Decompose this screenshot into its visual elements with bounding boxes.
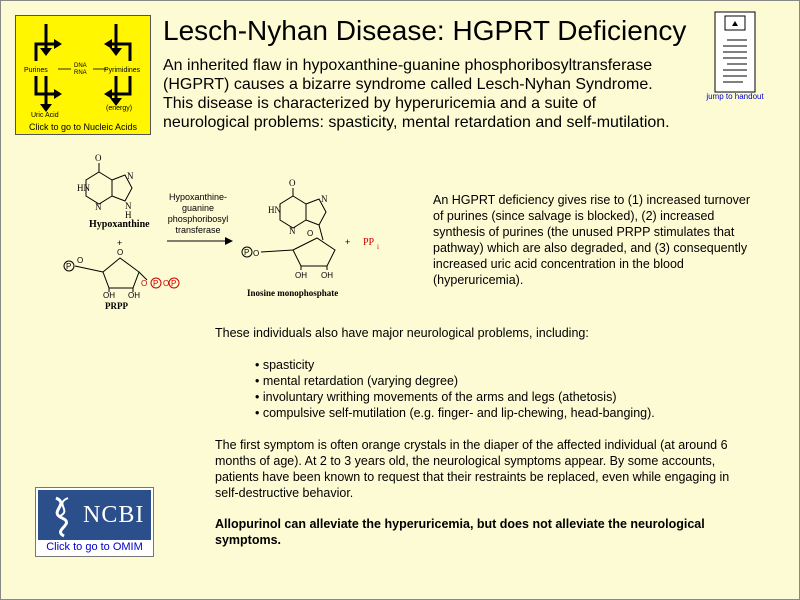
neurological-intro: These individuals also have major neurological problems, including:	[215, 326, 589, 340]
svg-text:O: O	[141, 279, 148, 288]
omim-link[interactable]: Click to go to OMIM	[46, 541, 143, 553]
pyrimidines-label: Pyrimidines	[104, 67, 141, 74]
svg-text:H: H	[125, 210, 132, 220]
handout-link[interactable]: jump to handout	[706, 92, 764, 101]
svg-text:O: O	[253, 249, 260, 258]
nav-caption: Click to go to Nucleic Acids	[28, 122, 138, 132]
enzyme-label-4: transferase	[175, 225, 221, 235]
svg-text:O: O	[95, 153, 102, 163]
pyrophosphate-subscript: i	[377, 243, 379, 251]
nucleic-acids-diagram	[16, 16, 150, 134]
arrow-loop-right-down	[110, 76, 130, 94]
purines-label: Purines	[24, 67, 48, 74]
svg-text:N: N	[127, 171, 134, 181]
pyrophosphate-label: PP	[363, 237, 375, 248]
handout-button[interactable]	[705, 10, 765, 100]
svg-text:N: N	[321, 194, 328, 204]
svg-text:OH: OH	[103, 291, 115, 300]
svg-text:P: P	[171, 279, 177, 288]
svg-text:O: O	[117, 248, 124, 257]
enzyme-label-3: phosphoribosyl	[167, 214, 229, 224]
rna-label: RNA	[74, 70, 87, 76]
hypoxanthine-structure	[86, 163, 132, 204]
svg-text:N: N	[95, 202, 102, 212]
svg-text:HN: HN	[268, 205, 281, 215]
svg-text:P: P	[153, 279, 159, 288]
first-symptom-paragraph: The first symptom is often orange crystals in the diaper of the affected individual (at around 6 months of age). At 2 to 3 years old, the neurological symptoms appear. By some accounts, patients have been known to request that their restraints be replaced, even while engaging in self-destructive behavior.	[215, 438, 730, 500]
svg-text:P: P	[66, 262, 72, 271]
nucleic-acids-nav-button[interactable]	[15, 15, 151, 135]
svg-text:HN: HN	[77, 183, 90, 193]
svg-text:O: O	[307, 229, 314, 238]
imp-label: Inosine monophosphate	[247, 288, 339, 298]
svg-text:P: P	[244, 248, 250, 257]
enzyme-label-2: guanine	[181, 203, 215, 213]
hgprt-reaction-diagram	[55, 150, 425, 310]
ncbi-logo	[38, 490, 151, 540]
svg-text:OH: OH	[321, 271, 333, 280]
plus-sign-2: +	[345, 237, 351, 247]
svg-text:N: N	[125, 201, 132, 211]
arrow-loop-right-up	[110, 44, 130, 61]
hypoxanthine-label: Hypoxanthine	[89, 219, 150, 230]
svg-text:O: O	[289, 178, 296, 188]
list-item: • compulsive self-mutilation (e.g. finger- and lip-chewing, head-banging).	[255, 405, 655, 421]
svg-text:O: O	[163, 279, 170, 288]
ncbi-logo-text: NCBI	[83, 502, 145, 528]
uric-acid-label: Uric Acid	[31, 112, 59, 119]
enzyme-label-1: Hypoxanthine-	[168, 192, 228, 202]
prpp-label: PRPP	[105, 301, 128, 310]
list-item: • spasticity	[255, 357, 655, 373]
deficiency-paragraph: An HGPRT deficiency gives rise to (1) increased turnover of purines (since salvage is blocked), (2) increased synthesis of purines (the unused PRPP stimulates that pathway) which are also degraded, and (3) consequently increased uric acid concentration in the blood (hyperuricemia).	[433, 193, 751, 287]
svg-text:N: N	[289, 226, 296, 236]
energy-label: (energy)	[106, 105, 133, 112]
list-item: • mental retardation (varying degree)	[255, 373, 655, 389]
svg-text:O: O	[77, 256, 84, 265]
page-title: Lesch-Nyhan Disease: HGPRT Deficiency	[163, 15, 687, 46]
svg-text:OH: OH	[128, 291, 140, 300]
dna-helix-icon	[42, 490, 82, 540]
list-item: • involuntary writhing movements of the arms and legs (athetosis)	[255, 389, 655, 405]
allopurinol-note: Allopurinol can alleviate the hyperuricemia, but does not alleviate the neurological symptoms.	[215, 517, 705, 547]
dna-label: DNA	[74, 63, 87, 69]
symptom-list	[255, 357, 655, 421]
plus-sign: +	[117, 238, 123, 248]
intro-paragraph: An inherited flaw in hypoxanthine-guanine phosphoribosyltransferase (HGPRT) causes a bizarre syndrome called Lesch-Nyhan Syndrome. This disease is characterized by hyperuricemia and a suite of neurological problems: spasticity, mental retardation and self-mutilation.	[163, 57, 670, 131]
svg-text:OH: OH	[295, 271, 307, 280]
omim-button[interactable]	[35, 487, 154, 557]
handout-icon	[705, 10, 765, 95]
